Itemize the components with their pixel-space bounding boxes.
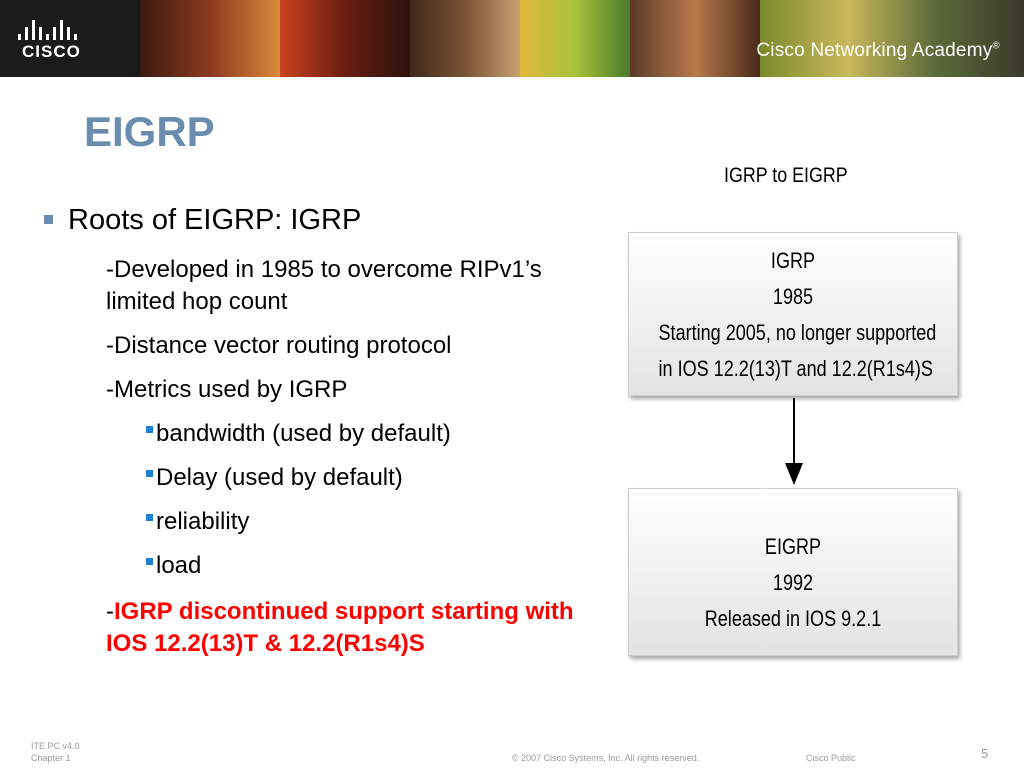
igrp-box-line: IGRP [770, 248, 816, 273]
eigrp-box-line: 1992 [772, 570, 814, 595]
page-number: 5 [981, 746, 989, 761]
metric-item: load [146, 552, 201, 580]
metric-item: Delay (used by default) [146, 464, 403, 492]
banner-photo [410, 0, 520, 77]
square-bullet-icon [146, 426, 153, 433]
igrp-box [628, 232, 958, 396]
cisco-logo-text: CISCO [22, 42, 81, 61]
square-bullet-icon [44, 215, 53, 224]
banner-photo [280, 0, 410, 77]
metric-item: reliability [146, 508, 249, 536]
slide-title: EIGRP [84, 108, 215, 155]
banner-photo [760, 0, 1024, 77]
igrp-box-line: in IOS 12.2(13)T and 12.2(R1s4)S [658, 356, 933, 381]
eigrp-box [628, 488, 958, 656]
igrp-box-line: Starting 2005, no longer supported [658, 320, 937, 345]
sub-item: -Metrics used by IGRP [106, 376, 348, 403]
banner-photo [520, 0, 630, 77]
sub-item: -Developed in 1985 to overcome RIPv1’s limited hop count [106, 256, 542, 315]
eigrp-box-line: Released in IOS 9.2.1 [704, 606, 882, 631]
footer-classification: Cisco Public [806, 753, 856, 763]
arrow-down-icon [785, 463, 803, 485]
eigrp-box-line: EIGRP [764, 534, 822, 559]
diagram-title: IGRP to EIGRP [724, 164, 848, 187]
discontinued-note: -IGRP discontinued support starting with IOS 12.2(13)T & 12.2(R1s4)S [106, 598, 574, 657]
square-bullet-icon [146, 514, 153, 521]
banner-photo [630, 0, 760, 77]
metric-item: bandwidth (used by default) [146, 420, 451, 448]
square-bullet-icon [146, 558, 153, 565]
discontinued-note-text: IGRP discontinued support starting with IOS 12.2(13)T & 12.2(R1s4)S [106, 598, 574, 657]
footer-course: ITE PC v4.0 [31, 741, 80, 751]
sub-item: -Distance vector routing protocol [106, 332, 452, 359]
igrp-box-line: 1985 [772, 284, 814, 309]
bullet-main [44, 204, 361, 237]
cisco-logo[interactable] [14, 14, 104, 64]
footer-chapter: Chapter 1 [31, 753, 71, 763]
bullet-main-text: Roots of EIGRP: IGRP [68, 204, 362, 236]
arrow-connector [793, 398, 795, 470]
header-banner [0, 0, 1024, 77]
footer-copyright: © 2007 Cisco Systems, Inc. All rights reserved. [512, 753, 700, 763]
networking-academy-label: Cisco Networking Academy® [756, 40, 1000, 61]
banner-photo [140, 0, 280, 77]
square-bullet-icon [146, 470, 153, 477]
